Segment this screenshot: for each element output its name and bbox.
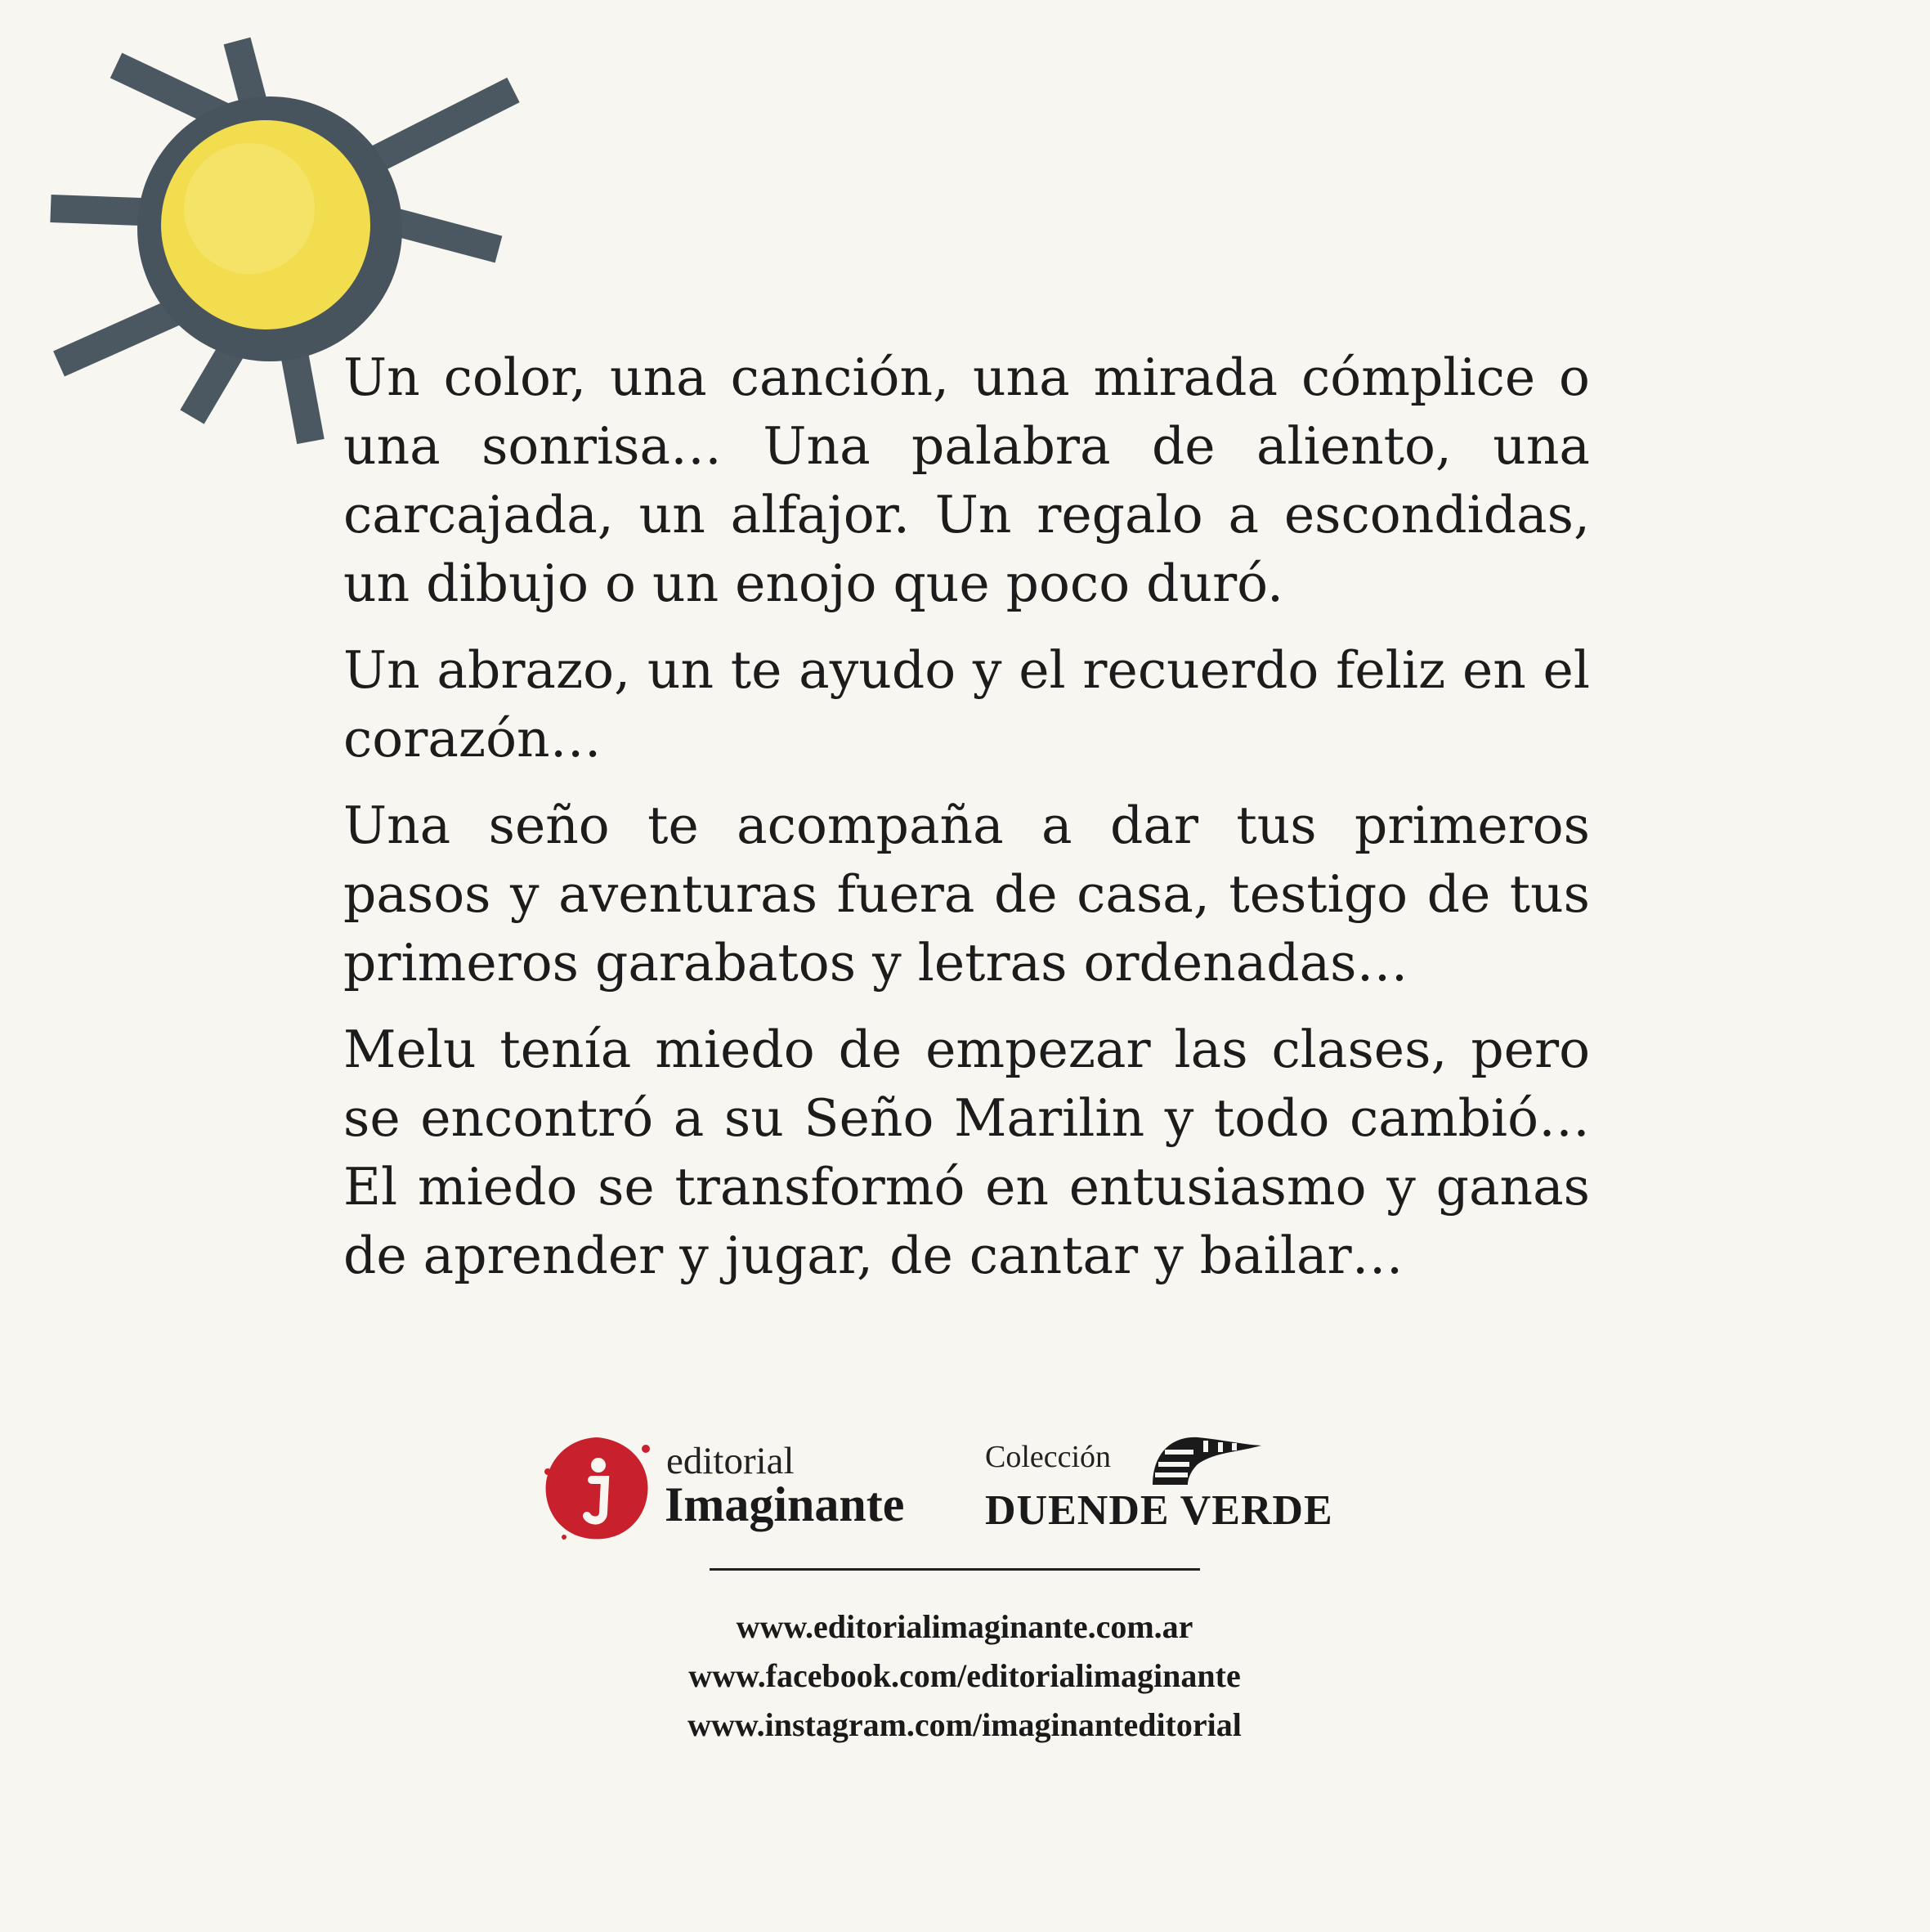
- website-link[interactable]: www.editorialimaginante.com.ar: [736, 1608, 1193, 1645]
- facebook-link[interactable]: www.facebook.com/editorialimaginante: [688, 1657, 1241, 1694]
- striped-hat-icon: [1149, 1428, 1263, 1489]
- publisher-small-label: editorial: [666, 1440, 795, 1482]
- divider-line: [710, 1568, 1200, 1571]
- publisher-name: Imaginante: [665, 1477, 905, 1531]
- instagram-link[interactable]: www.instagram.com/imaginanteditorial: [687, 1706, 1242, 1743]
- blurb-paragraph-3: Una seño te acompaña a dar tus primeros pasos y aventuras fuera de casa, testigo de tus primeros garabatos y letras ordenadas…: [343, 796, 1590, 993]
- logos-row: [523, 1406, 1390, 1553]
- ink-blot-i-icon: [540, 1431, 654, 1545]
- contact-links: [556, 1603, 1373, 1750]
- publisher-logo: [523, 1414, 948, 1553]
- collection-name: DUENDE VERDE: [985, 1487, 1333, 1534]
- blurb-paragraph-2: Un abrazo, un te ayudo y el recuerdo feliz en el corazón…: [343, 640, 1590, 769]
- blurb-paragraph-1: Un color, una canción, una mirada cómplice o una sonrisa… Una palabra de aliento, una carcajada, un alfajor. Un regalo a escondidas, un dibujo o un enojo que poco duró.: [343, 347, 1590, 613]
- collection-logo: [985, 1423, 1377, 1553]
- back-cover-blurb: [343, 343, 1590, 1308]
- collection-small-label: Colección: [985, 1440, 1112, 1474]
- blurb-paragraph-4: Melu tenía miedo de empezar las clases, pero se encontró a su Seño Marilin y todo cambió… El miedo se transformó en entusiasmo y ganas de aprender y jugar, de cantar y bailar…: [343, 1020, 1590, 1285]
